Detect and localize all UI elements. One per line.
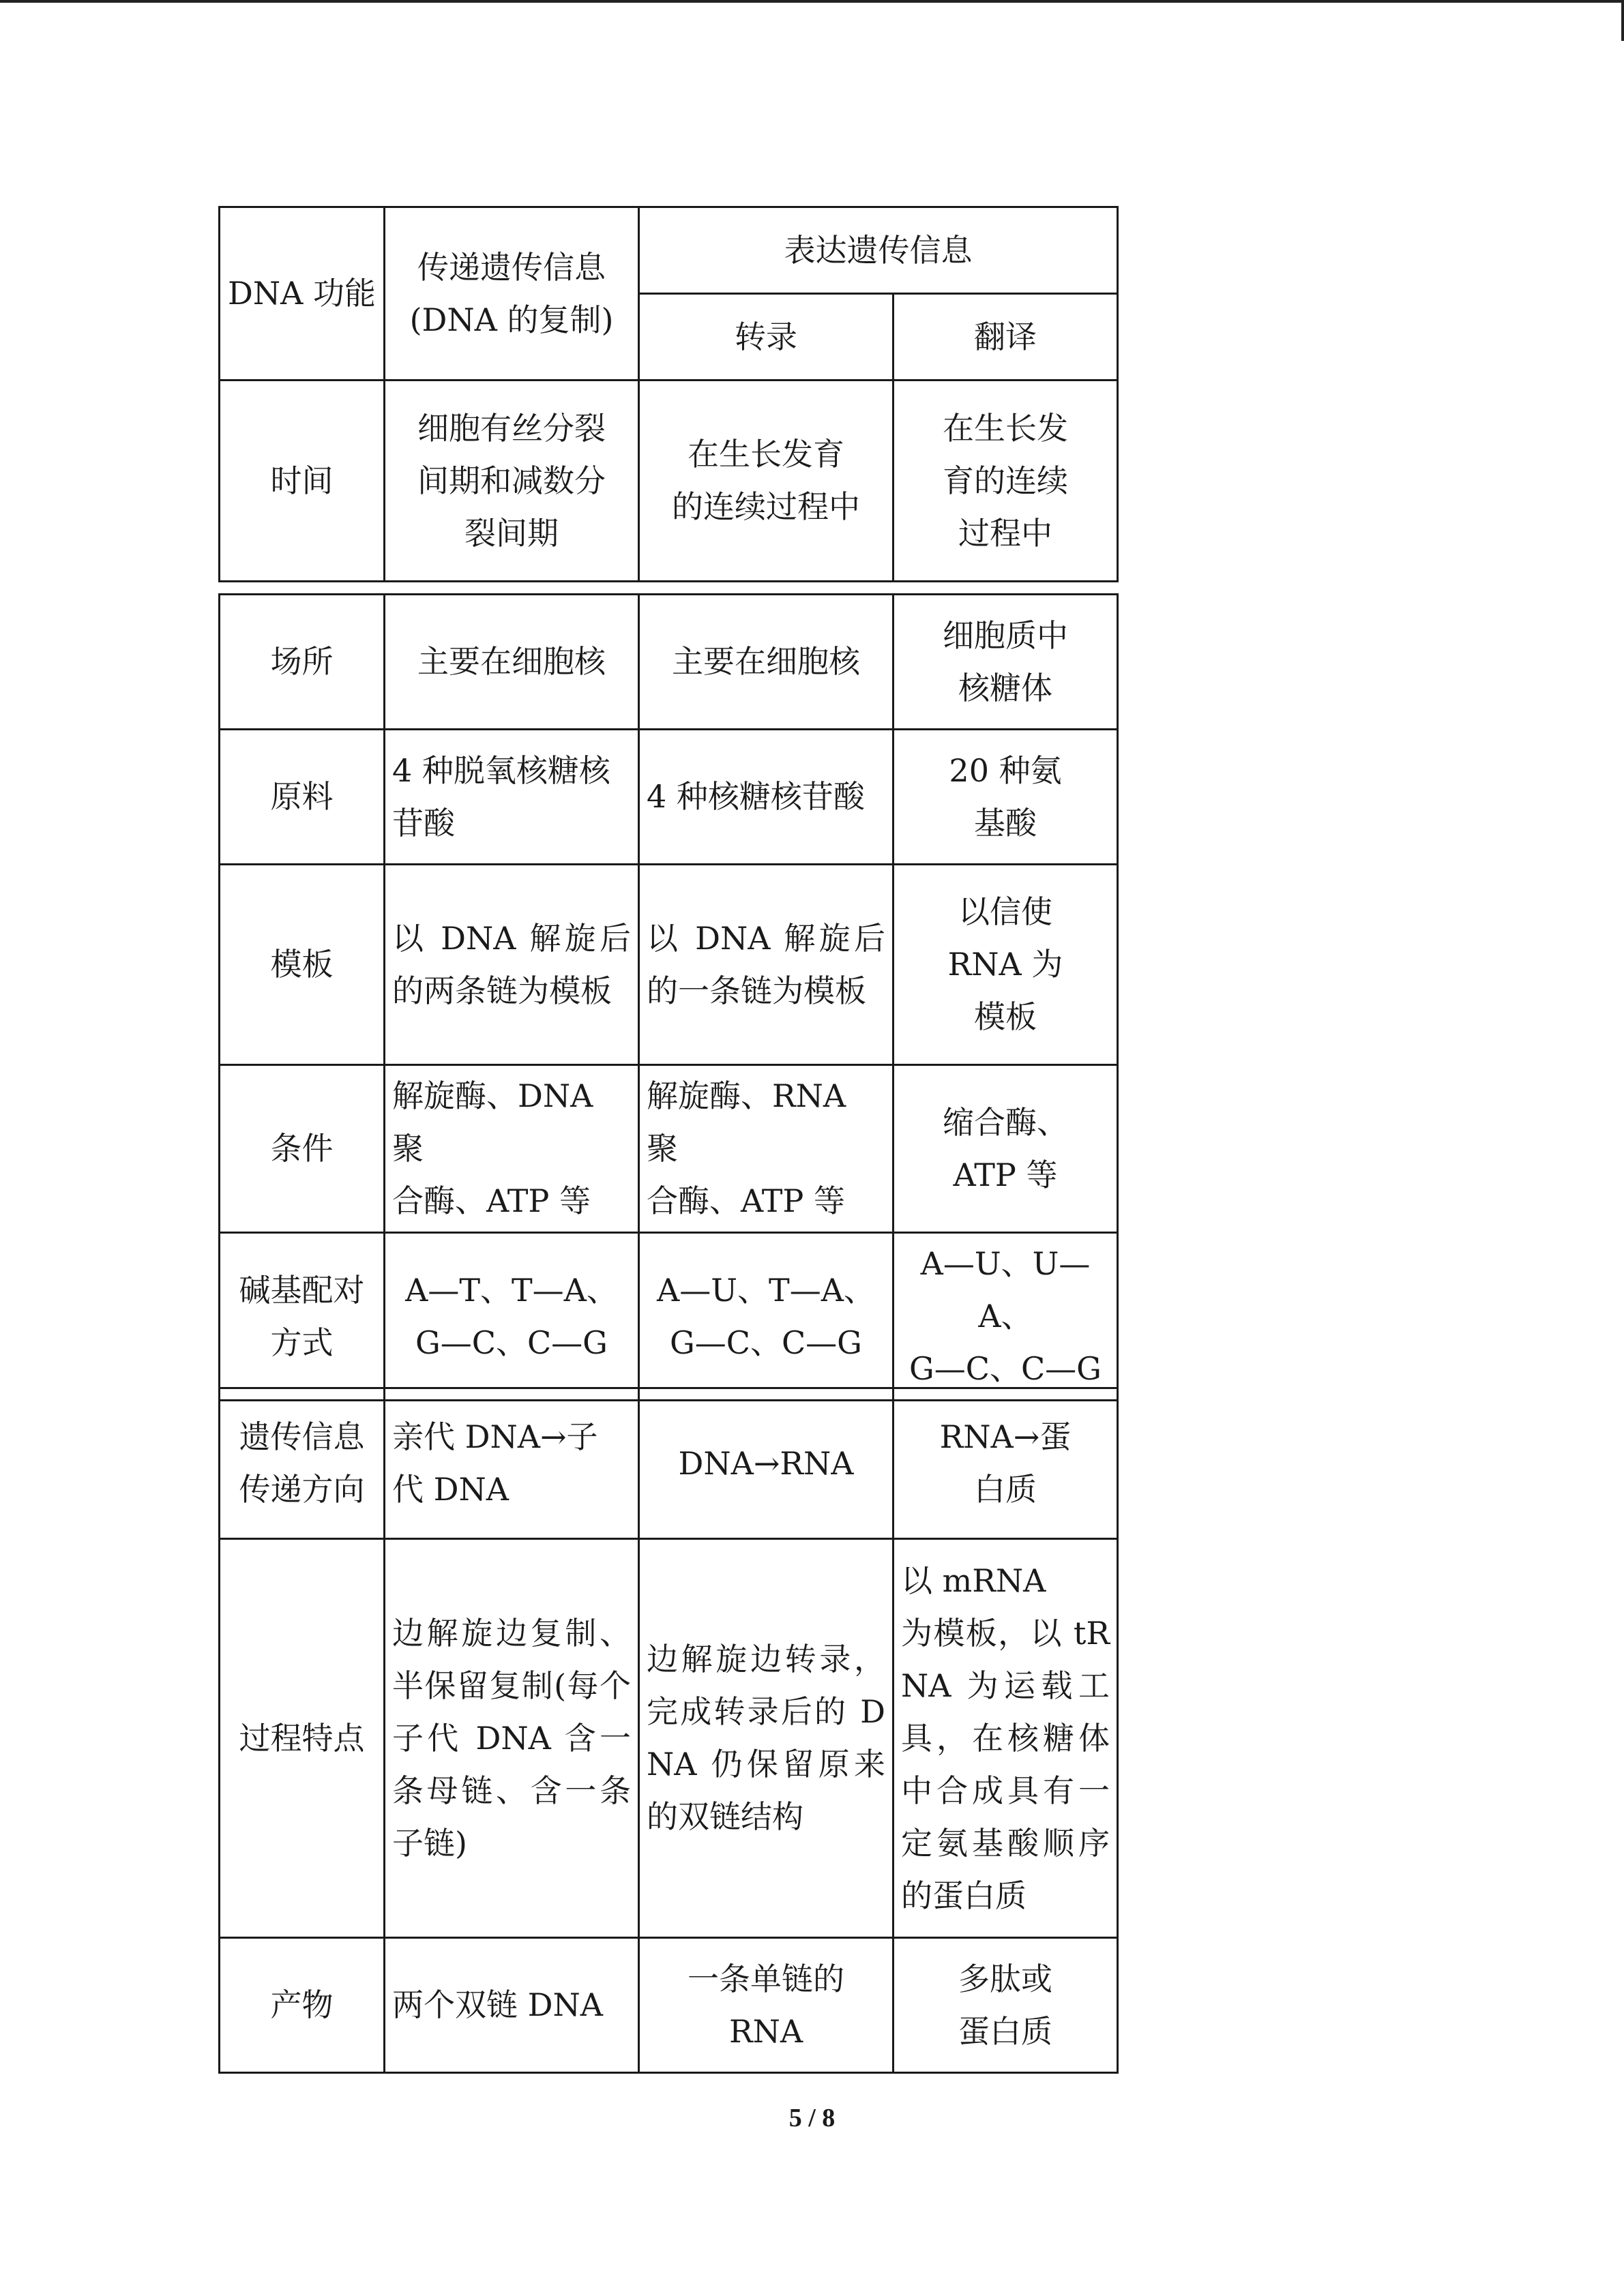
row-label: 遗传信息 传递方向: [220, 1388, 385, 1539]
cell-translation: 缩合酶、 ATP 等: [894, 1065, 1118, 1233]
table-row-template: [220, 865, 1118, 1065]
row-label: 场所: [220, 595, 385, 730]
cell-transcription: 以 DNA 解旋后的一条链为模板: [639, 865, 894, 1065]
cell-translation: RNA→蛋 白质: [894, 1388, 1118, 1539]
right-border-line: [1621, 0, 1624, 41]
row-label: 条件: [220, 1065, 385, 1233]
table-row-base-pairing: [220, 1233, 1118, 1401]
row-label: 模板: [220, 865, 385, 1065]
cell-transcription: DNA→RNA: [639, 1388, 894, 1539]
cell-transcription: 4 种核糖核苷酸: [639, 730, 894, 865]
cell-replication: 细胞有丝分裂 间期和减数分 裂间期: [385, 381, 639, 582]
page-number: 5 / 8: [788, 2104, 836, 2132]
table-row-materials: [220, 730, 1118, 865]
cell-replication: 两个双链 DNA: [385, 1938, 639, 2073]
row-label: 时间: [220, 381, 385, 582]
cell-transcription: 主要在细胞核: [639, 595, 894, 730]
header-replication: 传递遗传信息 (DNA 的复制): [385, 207, 639, 381]
row-label: 碱基配对 方式: [220, 1233, 385, 1401]
cell-translation: 在生长发 育的连续 过程中: [894, 381, 1118, 582]
cell-transcription: 解旋酶、RNA 聚 合酶、ATP 等: [639, 1065, 894, 1233]
header-transcription: 转录: [639, 294, 894, 381]
header-function-label: DNA 功能: [220, 207, 385, 381]
cell-translation: 细胞质中 核糖体: [894, 595, 1118, 730]
top-border-line: [0, 0, 1624, 3]
row-label: 产物: [220, 1938, 385, 2073]
cell-replication: 亲代 DNA→子 代 DNA: [385, 1388, 639, 1539]
cell-transcription: 一条单链的 RNA: [639, 1938, 894, 2073]
cell-translation: 20 种氨 基酸: [894, 730, 1118, 865]
cell-replication: 主要在细胞核: [385, 595, 639, 730]
cell-replication: 解旋酶、DNA 聚 合酶、ATP 等: [385, 1065, 639, 1233]
cell-replication: 边解旋边复制、半保留复制(每个子代 DNA 含一条母链、含一条子链): [385, 1539, 639, 1938]
cell-transcription: 边解旋边转录，完成转录后的 DNA 仍保留原来的双链结构: [639, 1539, 894, 1938]
table-row-location: [220, 595, 1118, 730]
cell-translation: A—U、U—A、 G—C、C—G: [894, 1233, 1118, 1401]
cell-replication: 4 种脱氧核糖核 苷酸: [385, 730, 639, 865]
header-translation: 翻译: [894, 294, 1118, 381]
table-row-product: [220, 1938, 1118, 2073]
cell-replication: 以 DNA 解旋后的两条链为模板: [385, 865, 639, 1065]
table-row-conditions: [220, 1065, 1118, 1233]
dna-function-table-part-3: [218, 1387, 1119, 2074]
header-expression: 表达遗传信息: [639, 207, 1118, 294]
table-row-time: [220, 381, 1118, 582]
table-row-direction: [220, 1388, 1118, 1539]
row-label: 原料: [220, 730, 385, 865]
header-row: [220, 207, 1118, 294]
dna-function-table-part-2: [218, 593, 1119, 1401]
cell-transcription: 在生长发育 的连续过程中: [639, 381, 894, 582]
cell-replication: A—T、T—A、 G—C、C—G: [385, 1233, 639, 1401]
cell-translation: 多肽或 蛋白质: [894, 1938, 1118, 2073]
cell-transcription: A—U、T—A、 G—C、C—G: [639, 1233, 894, 1401]
table-row-process-features: [220, 1539, 1118, 1938]
cell-translation: 以信使 RNA 为 模板: [894, 865, 1118, 1065]
row-label: 过程特点: [220, 1539, 385, 1938]
cell-translation: 以 mRNA 为模板，以 tRNA 为运载工具，在核糖体中合成具有一定氨基酸顺序的蛋白质: [894, 1539, 1118, 1938]
dna-function-table-part-1: [218, 206, 1119, 582]
